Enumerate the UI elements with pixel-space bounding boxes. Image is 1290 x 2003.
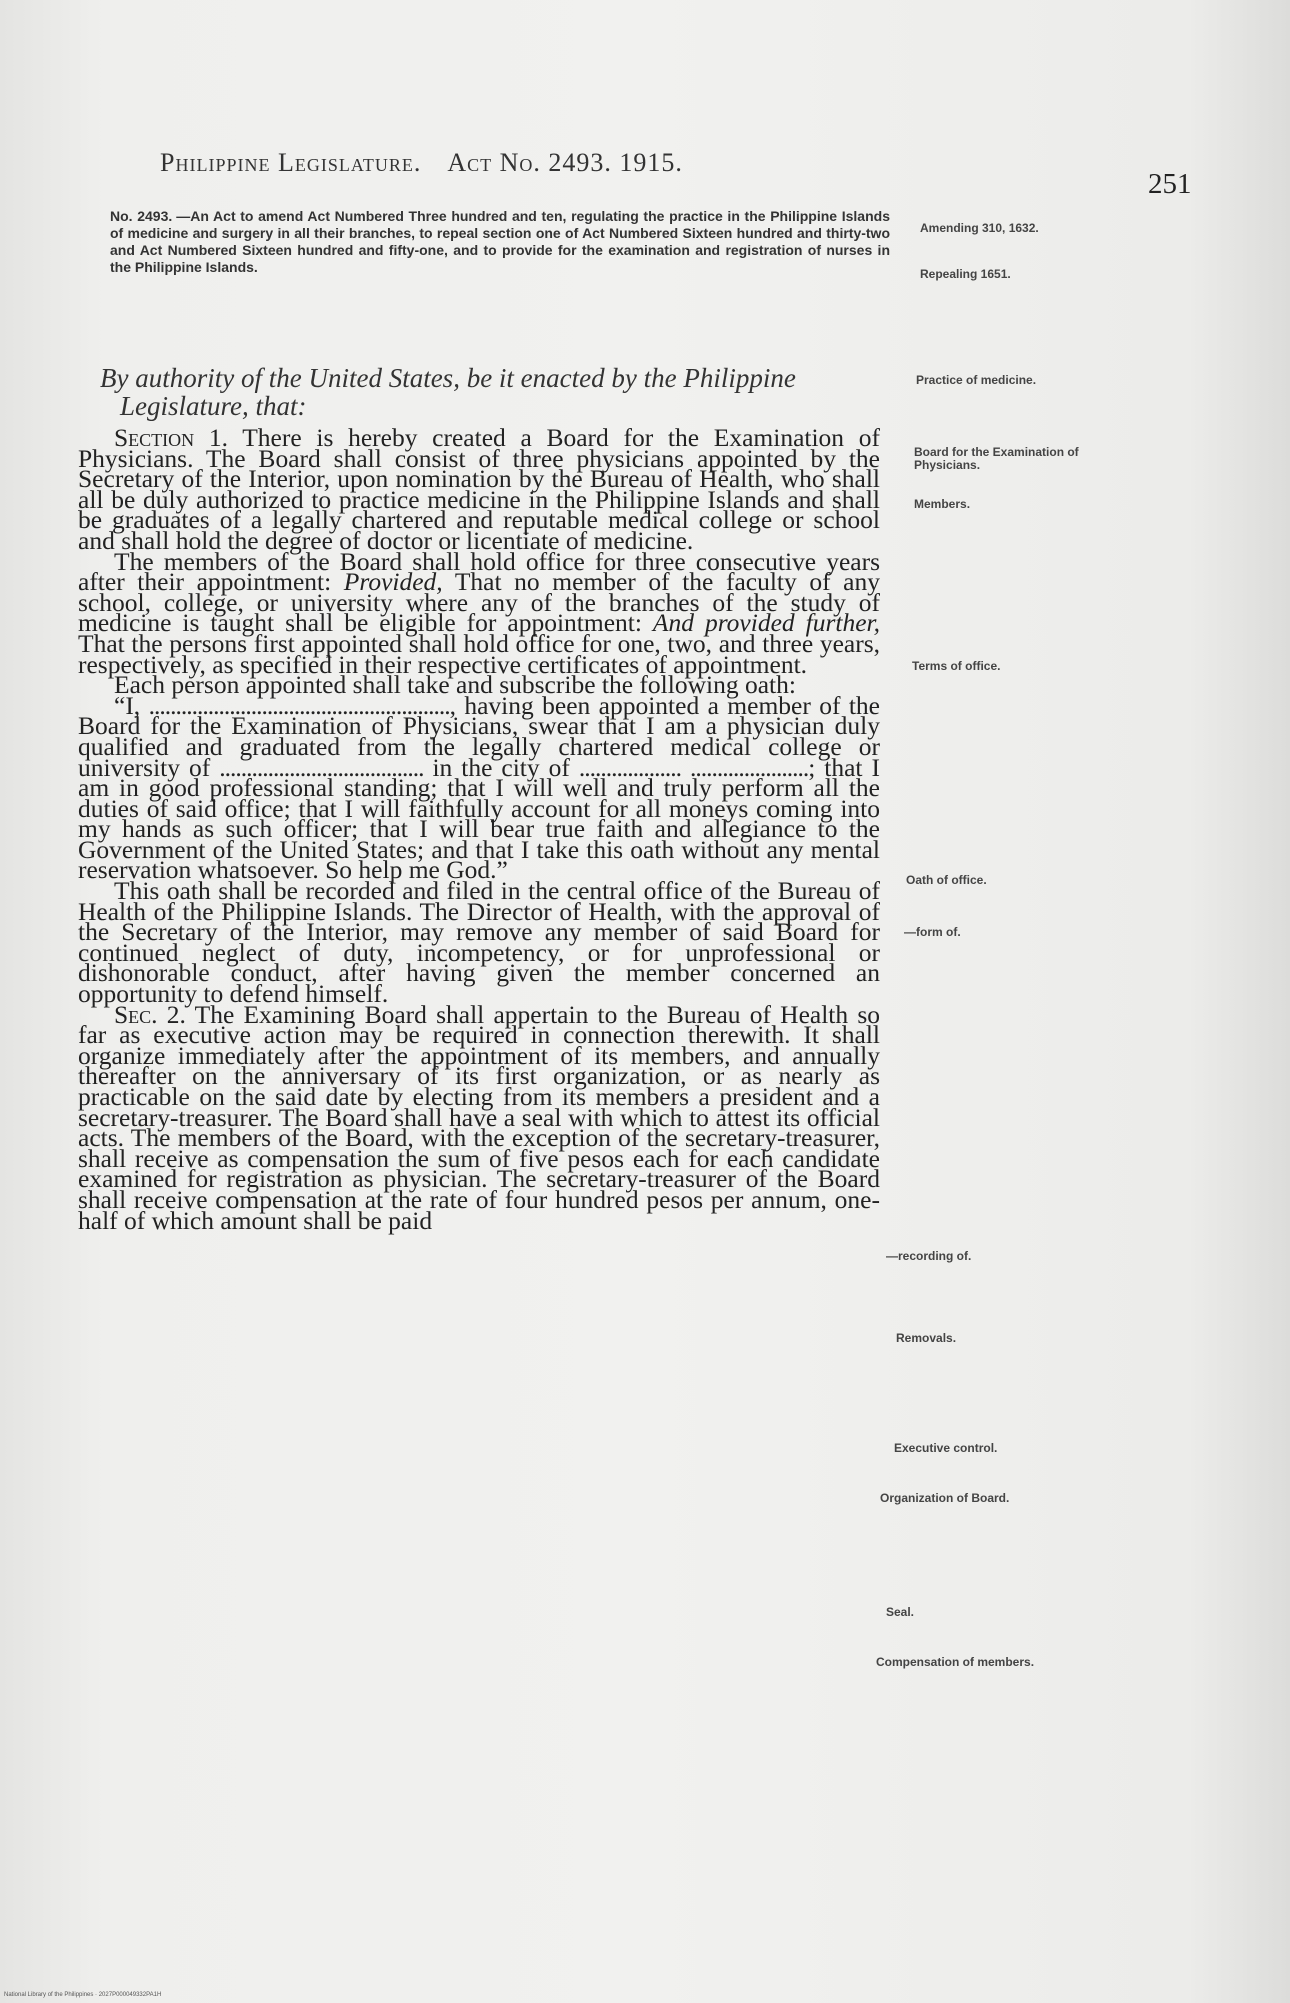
section-1-label: Section 1. bbox=[114, 423, 228, 452]
section-2-paragraph: Sec. 2. The Examining Board shall appertain to the Bureau of Health so far as executive action may be required in connection therewith. It shall organize immediately after the appointment of its members, and annually thereafter on the anniversary of its first organization, or as nearly as practicable on the said date by electing from its members a president and a secretary-treasurer. The Board shall have a seal with which to attest its official acts. The members of the Board, with the exception of the secretary-treasurer, shall receive as compensation the sum of five pesos each for each candidate examined for registration as physician. The secretary-treasurer of the Board shall receive compensation at the rate of four hundred pesos per annum, one-half of which amount shall be paid bbox=[78, 999, 881, 1235]
margin-note-members: Members. bbox=[914, 497, 971, 511]
oath-intro-paragraph: Each person appointed shall take and subscribe the following oath: bbox=[114, 670, 796, 700]
margin-note-organization: Organization of Board. bbox=[880, 1491, 1010, 1505]
margin-note-recording: —recording of. bbox=[886, 1249, 972, 1263]
running-head bbox=[160, 148, 860, 178]
margin-note-terms: Terms of office. bbox=[912, 659, 1001, 673]
scan-footer: National Library of the Philippines · 2027P000049332PA1H bbox=[4, 1992, 162, 1998]
page-number: 251 bbox=[1148, 168, 1192, 200]
section-1-paragraph: Section 1. There is hereby created a Board for the Examination of Physicians. The Board shall consist of three physicians appointed by the Secretary of the Interior, upon nomination by the Bureau of Health, who shall all be duly authorized to practice medicine in the Philippine Islands and shall be graduates of a legally chartered and reputable medical college or school and shall hold the degree of doctor or licentiate of medicine. bbox=[78, 423, 880, 555]
margin-note-amending: Amending 310, 1632. bbox=[920, 221, 1039, 235]
margin-note-repealing: Repealing 1651. bbox=[920, 267, 1011, 281]
act-title-text: —An Act to amend Act Numbered Three hundred and ten, regulating the practice in the Philippine Islands of medicine and surgery in all their branches, to repeal section one of Act Numbered Sixteen hundred and thirty-two and Act Numbered Sixteen hundred and fifty-one, and to provide for the examination and registration of nurses in the Philippine Islands. bbox=[110, 208, 890, 275]
margin-note-removals: Removals. bbox=[896, 1331, 957, 1345]
margin-note-executive: Executive control. bbox=[894, 1441, 998, 1455]
act-number: No. 2493. bbox=[110, 208, 173, 224]
margin-note-practice: Practice of medicine. bbox=[916, 373, 1037, 387]
act-title bbox=[110, 208, 890, 276]
section-2-label: Sec. 2. bbox=[114, 999, 186, 1029]
running-head-left: Philippine Legislature. bbox=[160, 148, 422, 177]
terms-paragraph: The members of the Board shall hold office for three consecutive years after their appointment: Provided, That no member of the faculty of any school, college, or university where any of the branches of the study of medicine is taught shall be eligible for appointment: And provided further, That the persons first appointed shall hold office for one, two, and three years, respectively, as specified in their respective certificates of appointment. bbox=[78, 546, 880, 679]
margin-note-compensation: Compensation of members. bbox=[876, 1655, 1035, 1669]
margin-note-oath: Oath of office. bbox=[906, 873, 987, 887]
running-head-right: Act No. 2493. 1915. bbox=[447, 148, 683, 177]
margin-note-form: —form of. bbox=[904, 925, 961, 939]
margin-note-board: Board for the Examination of Physicians. bbox=[914, 445, 1079, 472]
margin-note-seal: Seal. bbox=[886, 1605, 915, 1619]
removal-paragraph: This oath shall be recorded and filed in the central office of the Bureau of Health of the Philippine Islands. The Director of Health, with the approval of the Secretary of the Interior, may remove any member of said Board for continued neglect of duty, incompetency, or for unprofessional or dishonorable conduct, after having given the member concerned an opportunity to defend himself. bbox=[78, 876, 880, 1009]
enacting-clause: By authority of the United States, be it enacted by the Philippine Legislature, that: bbox=[100, 363, 796, 421]
oath-text-paragraph: “I, ........................................................, having been appointed a member of the Board for the Examination of Physicians, swear that I am a physician duly qualified and graduated from the legally chartered medical college or university of ...................................... in the city of ................... ......................; that I am in good professional standing; that I will well and truly perform all the duties of said office; that I will faithfully account for all moneys coming into my hands as such officer; that I will bear true faith and allegiance to the Government of the United States; and that I take this oath without any mental reservation whatsoever. So help me God.” bbox=[78, 690, 881, 885]
act-body bbox=[78, 423, 881, 1235]
